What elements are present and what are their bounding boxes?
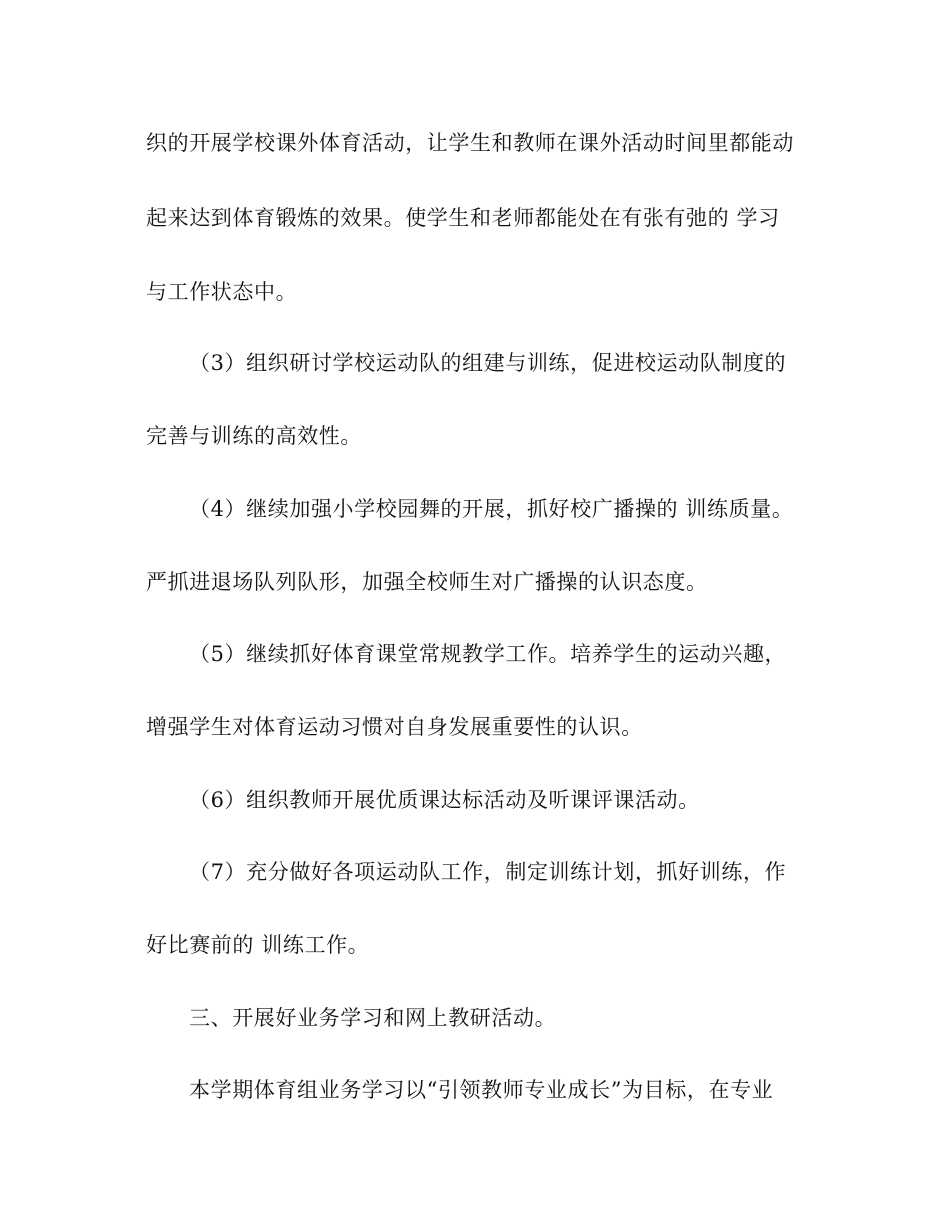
paragraph-line: 本学期体育组业务学习以“引领教师专业成长”为目标，在专业 <box>189 1078 774 1102</box>
paragraph-line: 增强学生对体育运动习惯对自身发展重要性的认识。 <box>146 715 643 739</box>
paragraph-line: 起来达到体育锻炼的效果。使学生和老师都能处在有张有弛的 学习 <box>146 206 780 230</box>
paragraph-line: 严抓进退场队列队形，加强全校师生对广播操的认识态度。 <box>146 570 708 594</box>
list-item-5: （5）继续抓好体育课堂常规教学工作。培养学生的运动兴趣， <box>189 642 787 666</box>
list-item-4: （4）继续加强小学校园舞的开展，抓好校广播操的 训练质量。 <box>189 497 794 521</box>
list-item-6: （6）组织教师开展优质课达标活动及听课评课活动。 <box>189 788 700 812</box>
paragraph-line: 织的开展学校课外体育活动，让学生和教师在课外活动时间里都能动 <box>146 131 794 155</box>
paragraph-line: 与工作状态中。 <box>146 280 298 304</box>
paragraph-line: 完善与训练的高效性。 <box>146 424 362 448</box>
section-heading: 三、开展好业务学习和网上教研活动。 <box>189 1006 557 1030</box>
list-item-3: （3）组织研讨学校运动队的组建与训练，促进校运动队制度的 <box>189 351 787 375</box>
list-item-7: （7）充分做好各项运动队工作，制定训练计划，抓好训练，作 <box>189 860 787 884</box>
paragraph-line: 好比赛前的 训练工作。 <box>146 933 370 957</box>
